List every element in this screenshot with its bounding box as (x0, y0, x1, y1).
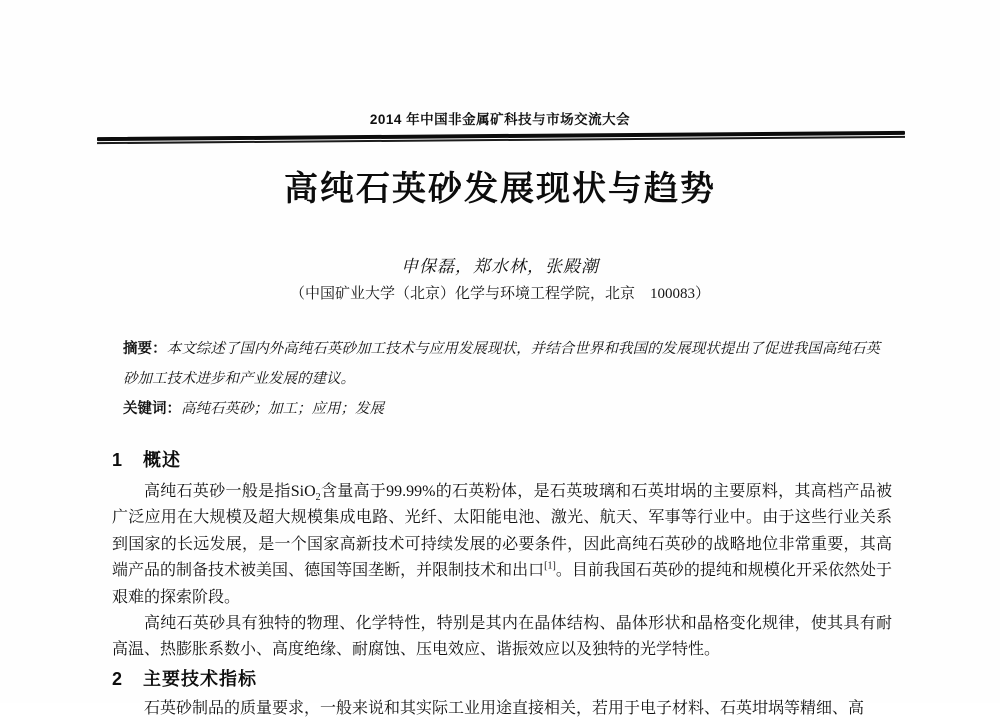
keywords-label: 关键词： (123, 401, 181, 417)
citation-1-superscript: [1] (544, 560, 556, 572)
section-1-paragraph-1 (112, 479, 892, 611)
abstract-block (123, 334, 880, 424)
keywords-text: 高纯石英砂；加工；应用；发展 (181, 401, 384, 417)
affiliation-line: （中国矿业大学（北京）化学与环境工程学院，北京 100083） (289, 286, 710, 302)
paper-title: 高纯石英砂发展现状与趋势 (284, 170, 716, 208)
section-2-title: 主要技术指标 (143, 668, 258, 689)
abstract-text: 本文综述了国内外高纯石英砂加工技术与应用发展现状，并结合世界和我国的发展现状提出了促进我国高纯石英砂加工技术进步和产业发展的建议。 (123, 341, 881, 387)
authors-line: 申保磊，郑水林，张殿潮 (401, 257, 599, 276)
paragraph-1-text-end: 。目前我国石英砂的提纯和规模化开采依然处于艰难的探索阶段。 (112, 562, 892, 606)
abstract-paragraph (123, 334, 880, 394)
section-2-heading (112, 667, 892, 691)
section-1-paragraph-2: 高纯石英砂具有独特的物理、化学特性，特别是其内在晶体结构、晶体形状和晶格变化规律，使其具有耐高温、热膨胀系数小、高度绝缘、耐腐蚀、压电效应、谐振效应以及独特的光学特性。 (112, 615, 892, 659)
paragraph-1-text-continued: 含量高于99.99%的石英粉体，是石英玻璃和石英坩埚的主要原料，其高档产品被广泛应用在大规模及超大规模集成电路、光纤、太阳能电池、激光、航天、军事等行业中。由于这些行业关系到国家的长远发展，是一个国家高新技术可持续发展的必要条件，因此高纯石英砂的战略地位非常重要，其高端产品的制备技术被美国、德国等国垄断，并限制技术和出口 (112, 483, 892, 580)
section-2-paragraph-1-clipped: 石英砂制品的质量要求，一般来说和其实际工业用途直接相关，若用于电子材料、石英坩埚等精细、高 (144, 699, 865, 717)
abstract-label: 摘要： (123, 341, 167, 357)
header-rule (97, 131, 905, 144)
section-1-title: 概述 (143, 450, 182, 470)
sio2-subscript: 2 (315, 492, 321, 504)
section-1-heading (112, 448, 892, 472)
section-2-number: 2 (112, 668, 124, 689)
paragraph-1-text: 高纯石英砂一般是指SiO (144, 483, 316, 500)
conference-header: 2014 年中国非金属矿科技与市场交流大会 (369, 112, 631, 127)
body-column (112, 448, 892, 722)
keywords-line (123, 394, 880, 424)
section-1-number: 1 (112, 450, 124, 470)
